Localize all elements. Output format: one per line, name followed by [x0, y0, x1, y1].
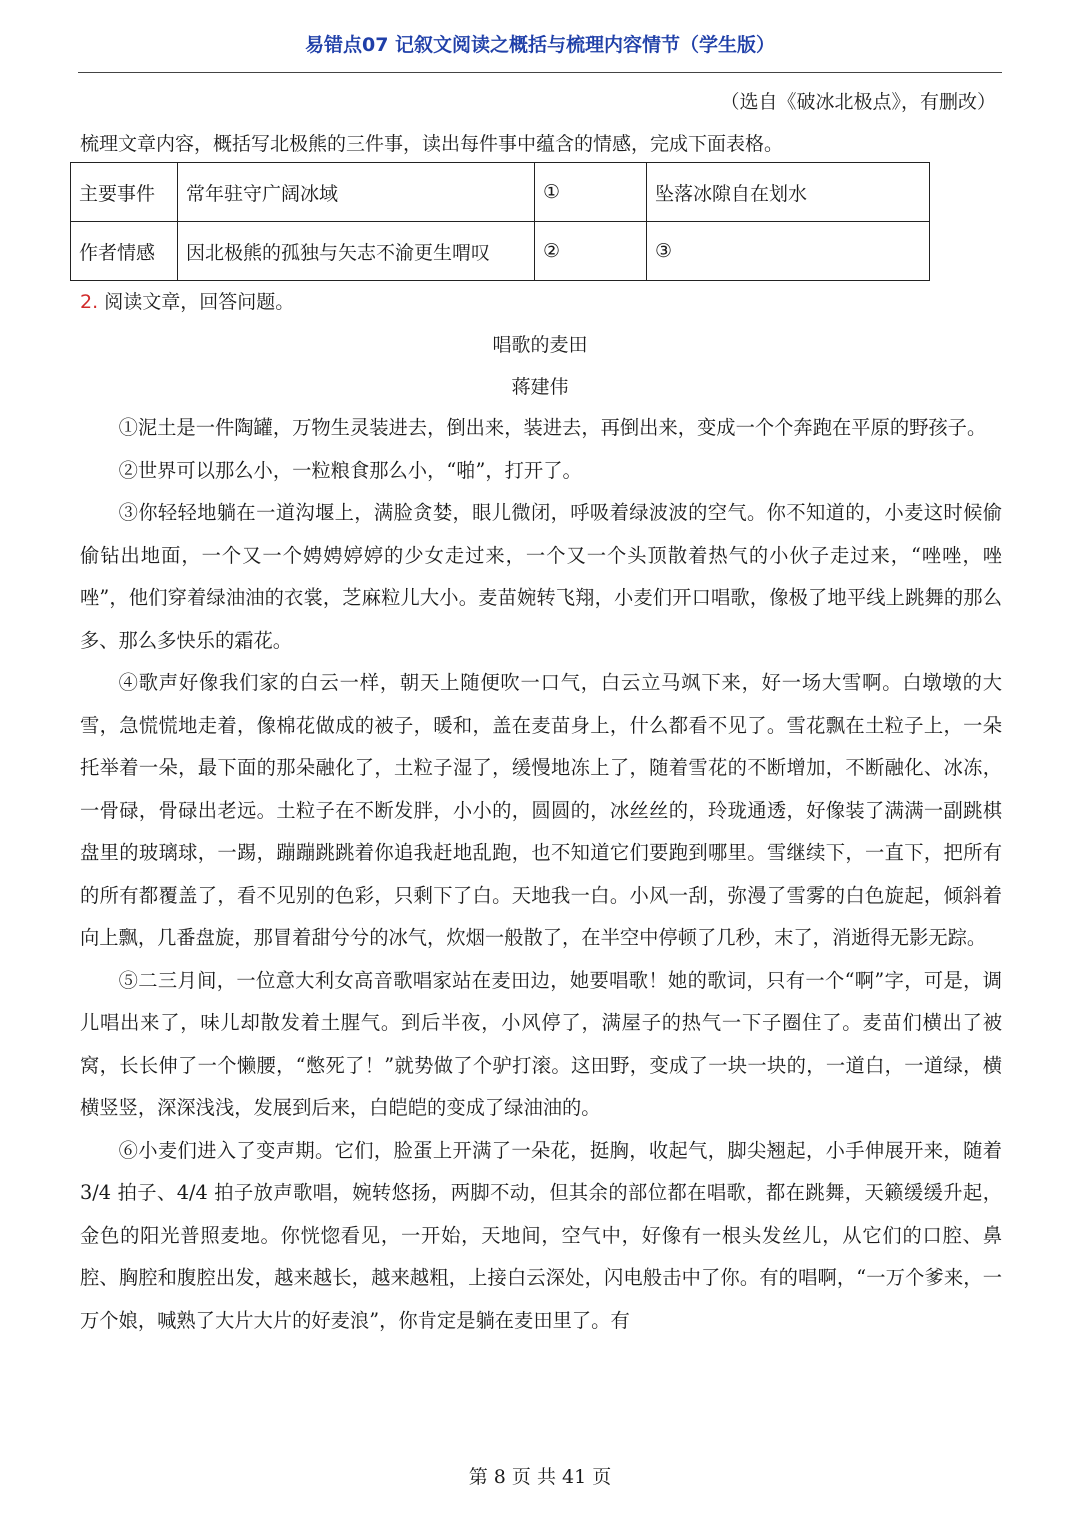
- paragraph: ⑤二三月间，一位意大利女高音歌唱家站在麦田边，她要唱歌！她的歌词，只有一个“啊”字，可是，调儿唱出来了，味儿却散发着土腥气。到后半夜，小风停了，满屋子的热气一下子圈住了。麦苗们横出了被窝，长长伸了一个懒腰，“憋死了！”就势做了个驴打滚。这田野，变成了一块一块的，一道白，一道绿，横横竖竖，深深浅浅，发展到后来，白皑皑的变成了绿油油的。: [80, 968, 1002, 1119]
- table-cell: 常年驻守广阔冰域: [178, 163, 535, 222]
- paragraph: ②世界可以那么小，一粒粮食那么小，“啪”，打开了。: [118, 458, 582, 482]
- passage-author: 蒋建伟: [511, 376, 569, 398]
- page-header-title: 易错点07 记叙文阅读之概括与梳理内容情节（学生版）: [304, 34, 776, 56]
- header-divider: [78, 72, 1002, 73]
- page-footer: 第 8 页 共 41 页: [468, 1466, 612, 1488]
- passage-body: [80, 407, 1002, 1342]
- paragraph: ④歌声好像我们家的白云一样，朝天上随便吹一口气，白云立马飒下来，好一场大雪啊。白墩墩的大雪，急慌慌地走着，像棉花做成的被子，暖和，盖在麦苗身上，什么都看不见了。雪花飘在土粒子上，一朵托举着一朵，最下面的那朵融化了，土粒子湿了，缓慢地冻上了，随着雪花的不断增加，不断融化、冰冻，一骨碌，骨碌出老远。土粒子在不断发胖，小小的，圆圆的，冰丝丝的，玲珑通透，好像装了满满一副跳棋盘里的玻璃球，一踢，蹦蹦跳跳着你追我赶地乱跑，也不知道它们要跑到哪里。雪继续下，一直下，把所有的所有都覆盖了，看不见别的色彩，只剩下了白。天地我一白。小风一刮，弥漫了雪雾的白色旋起，倾斜着向上飘，几番盘旋，那冒着甜兮兮的冰气，炊烟一般散了，在半空中停顿了几秒，末了，消逝得无影无踪。: [80, 671, 1002, 949]
- table-cell-blank: ①: [535, 163, 647, 222]
- table-row-label: 作者情感: [71, 222, 178, 281]
- table-cell-blank: ②: [535, 222, 647, 281]
- question-number: 2.: [80, 291, 99, 313]
- paragraph: ③你轻轻地躺在一道沟堰上，满脸贪婪，眼儿微闭，呼吸着绿波波的空气。你不知道的，小麦这时候偷偷钻出地面，一个又一个娉娉婷婷的少女走过来，一个又一个头顶散着热气的小伙子走过来，“唑唑，唑唑”，他们穿着绿油油的衣裳，芝麻粒儿大小。麦苗婉转飞翔，小麦们开口唱歌，像极了地平线上跳舞的那么多、那么多快乐的霜花。: [80, 501, 1002, 652]
- paragraph: ⑥小麦们进入了变声期。它们，脸蛋上开满了一朵花，挺胸，收起气，脚尖翘起，小手伸展开来，随着 3/4 拍子、4/4 拍子放声歌唱，婉转悠扬，两脚不动，但其余的部位都在唱歌，都在跳舞，天籁缓缓升起，金色的阳光普照麦地。你恍惚看见，一开始，天地间，空气中，好像有一根头发丝儿，从它们的口腔、鼻腔、胸腔和腹腔出发，越来越长，越来越粗，上接白云深处，闪电般击中了你。有的唱啊，“一万个爹来，一万个娘，喊熟了大片大片的好麦浪”，你肯定是躺在麦田里了。有: [80, 1138, 1002, 1332]
- passage-title: 唱歌的麦田: [492, 334, 588, 356]
- question-2: [80, 287, 294, 314]
- table-row: [71, 222, 930, 281]
- table-row: [71, 163, 930, 222]
- summary-table: [70, 162, 930, 281]
- table-row-label: 主要事件: [71, 163, 178, 222]
- task-instruction: 梳理文章内容，概括写北极熊的三件事，读出每件事中蕴含的情感，完成下面表格。: [80, 133, 784, 155]
- question-text: 阅读文章，回答问题。: [104, 291, 295, 313]
- table-cell: 因北极熊的孤独与矢志不渝更生喟叹: [178, 222, 535, 281]
- table-cell: 坠落冰隙自在划水: [647, 163, 930, 222]
- table-cell-blank: ③: [647, 222, 930, 281]
- source-note: （选自《破冰北极点》，有删改）: [720, 91, 996, 113]
- paragraph: ①泥土是一件陶罐，万物生灵装进去，倒出来，装进去，再倒出来，变成一个个奔跑在平原的野孩子。: [118, 416, 987, 439]
